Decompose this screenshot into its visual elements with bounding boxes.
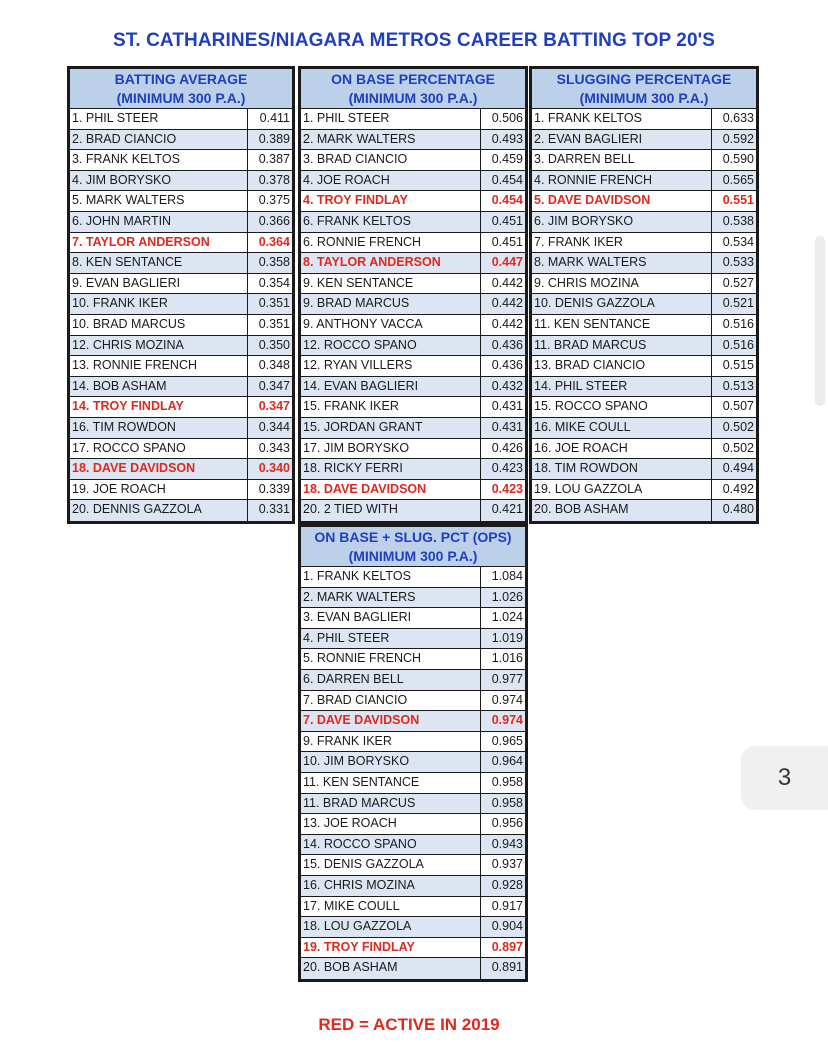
table-row bbox=[301, 253, 525, 274]
table-header bbox=[301, 527, 525, 567]
player-name-cell: 9. ANTHONY VACCA bbox=[301, 315, 481, 335]
player-name-cell: 6. JIM BORYSKO bbox=[532, 212, 712, 232]
table-row bbox=[301, 732, 525, 753]
player-name-cell: 9. KEN SENTANCE bbox=[301, 274, 481, 294]
stat-value-cell: 0.348 bbox=[258, 358, 290, 373]
table-header bbox=[70, 69, 292, 109]
table-row bbox=[532, 377, 756, 398]
stat-value-cell: 0.904 bbox=[491, 919, 523, 934]
player-name-cell: 10. DENIS GAZZOLA bbox=[532, 294, 712, 314]
stat-value-cell: 0.389 bbox=[258, 131, 290, 146]
player-name-cell: 8. KEN SENTANCE bbox=[70, 253, 248, 273]
stat-value-cell: 0.507 bbox=[722, 399, 754, 414]
table-row bbox=[301, 109, 525, 130]
player-name-cell: 4. PHIL STEER bbox=[301, 629, 481, 649]
table-body bbox=[301, 567, 525, 979]
stat-value-cell: 0.974 bbox=[491, 692, 523, 707]
stat-value-cell: 0.351 bbox=[258, 296, 290, 311]
table-row bbox=[301, 356, 525, 377]
table-row bbox=[301, 233, 525, 254]
player-name-cell: 5. MARK WALTERS bbox=[70, 191, 248, 211]
table-row bbox=[70, 294, 292, 315]
player-name-cell: 7. TAYLOR ANDERSON bbox=[70, 233, 248, 253]
slugging-percentage-table bbox=[529, 66, 759, 524]
stat-value-cell: 1.026 bbox=[491, 589, 523, 604]
stat-value-cell: 0.974 bbox=[491, 713, 523, 728]
table-row bbox=[532, 459, 756, 480]
player-name-cell: 6. RONNIE FRENCH bbox=[301, 233, 481, 253]
player-name-cell: 4. JOE ROACH bbox=[301, 171, 481, 191]
stat-value-cell: 0.492 bbox=[722, 481, 754, 496]
table-row bbox=[70, 253, 292, 274]
table-row bbox=[301, 958, 525, 979]
table-row bbox=[301, 876, 525, 897]
player-name-cell: 20. BOB ASHAM bbox=[532, 500, 712, 521]
stat-value-cell: 0.451 bbox=[491, 234, 523, 249]
table-row bbox=[301, 212, 525, 233]
stat-value-cell: 0.387 bbox=[258, 152, 290, 167]
player-name-cell: 18. LOU GAZZOLA bbox=[301, 917, 481, 937]
player-name-cell: 12. RYAN VILLERS bbox=[301, 356, 481, 376]
table-row bbox=[532, 480, 756, 501]
player-name-cell: 18. DAVE DAVIDSON bbox=[301, 480, 481, 500]
player-name-cell: 6. JOHN MARTIN bbox=[70, 212, 248, 232]
stat-value-cell: 0.633 bbox=[722, 111, 754, 125]
stat-value-cell: 0.442 bbox=[491, 316, 523, 331]
player-name-cell: 12. CHRIS MOZINA bbox=[70, 336, 248, 356]
player-name-cell: 16. JOE ROACH bbox=[532, 439, 712, 459]
player-name-cell: 1. FRANK KELTOS bbox=[301, 567, 481, 587]
player-name-cell: 19. LOU GAZZOLA bbox=[532, 480, 712, 500]
stat-value-cell: 0.502 bbox=[722, 419, 754, 434]
player-name-cell: 1. PHIL STEER bbox=[70, 109, 248, 129]
stat-value-cell: 0.459 bbox=[491, 152, 523, 167]
stat-value-cell: 0.964 bbox=[491, 754, 523, 769]
table-header-title: ON BASE + SLUG. PCT (OPS) bbox=[314, 529, 512, 545]
table-row bbox=[301, 835, 525, 856]
table-row bbox=[70, 336, 292, 357]
stat-value-cell: 1.019 bbox=[491, 630, 523, 645]
stat-value-cell: 0.378 bbox=[258, 172, 290, 187]
table-row bbox=[70, 212, 292, 233]
player-name-cell: 13. RONNIE FRENCH bbox=[70, 356, 248, 376]
table-row bbox=[301, 418, 525, 439]
player-name-cell: 16. CHRIS MOZINA bbox=[301, 876, 481, 896]
stat-value-cell: 0.551 bbox=[722, 193, 754, 208]
table-row bbox=[301, 397, 525, 418]
player-name-cell: 15. ROCCO SPANO bbox=[532, 397, 712, 417]
player-name-cell: 8. TAYLOR ANDERSON bbox=[301, 253, 481, 273]
stat-value-cell: 0.937 bbox=[491, 857, 523, 872]
player-name-cell: 12. ROCCO SPANO bbox=[301, 336, 481, 356]
player-name-cell: 5. DAVE DAVIDSON bbox=[532, 191, 712, 211]
player-name-cell: 11. KEN SENTANCE bbox=[532, 315, 712, 335]
stat-value-cell: 0.354 bbox=[258, 275, 290, 290]
table-row bbox=[301, 752, 525, 773]
player-name-cell: 6. FRANK KELTOS bbox=[301, 212, 481, 232]
player-name-cell: 20. 2 TIED WITH bbox=[301, 500, 481, 521]
stat-value-cell: 0.516 bbox=[722, 316, 754, 331]
player-name-cell: 2. EVAN BAGLIERI bbox=[532, 130, 712, 150]
player-name-cell: 18. DAVE DAVIDSON bbox=[70, 459, 248, 479]
player-name-cell: 16. TIM ROWDON bbox=[70, 418, 248, 438]
table-body bbox=[301, 109, 525, 521]
player-name-cell: 9. CHRIS MOZINA bbox=[532, 274, 712, 294]
stat-value-cell: 0.447 bbox=[491, 255, 523, 270]
stat-value-cell: 0.431 bbox=[491, 399, 523, 414]
table-row bbox=[70, 480, 292, 501]
stat-value-cell: 0.343 bbox=[258, 440, 290, 455]
stat-value-cell: 0.494 bbox=[722, 461, 754, 476]
table-row bbox=[532, 171, 756, 192]
player-name-cell: 20. BOB ASHAM bbox=[301, 958, 481, 979]
stat-value-cell: 0.897 bbox=[491, 939, 523, 954]
player-name-cell: 17. JIM BORYSKO bbox=[301, 439, 481, 459]
table-row bbox=[301, 191, 525, 212]
player-name-cell: 19. JOE ROACH bbox=[70, 480, 248, 500]
player-name-cell: 14. EVAN BAGLIERI bbox=[301, 377, 481, 397]
player-name-cell: 13. JOE ROACH bbox=[301, 814, 481, 834]
table-row bbox=[532, 253, 756, 274]
stat-value-cell: 0.565 bbox=[722, 172, 754, 187]
table-row bbox=[532, 233, 756, 254]
player-name-cell: 4. JIM BORYSKO bbox=[70, 171, 248, 191]
table-row bbox=[532, 336, 756, 357]
table-row bbox=[70, 397, 292, 418]
stat-value-cell: 0.442 bbox=[491, 275, 523, 290]
stat-value-cell: 0.431 bbox=[491, 419, 523, 434]
stat-value-cell: 1.024 bbox=[491, 610, 523, 625]
table-body bbox=[532, 109, 756, 521]
table-row bbox=[301, 773, 525, 794]
table-row bbox=[70, 500, 292, 521]
table-row bbox=[70, 315, 292, 336]
stat-value-cell: 1.084 bbox=[491, 569, 523, 583]
stat-value-cell: 0.347 bbox=[258, 378, 290, 393]
table-row bbox=[301, 150, 525, 171]
stat-value-cell: 0.347 bbox=[258, 399, 290, 414]
table-body bbox=[70, 109, 292, 521]
player-name-cell: 18. RICKY FERRI bbox=[301, 459, 481, 479]
table-row bbox=[532, 439, 756, 460]
stat-value-cell: 0.364 bbox=[258, 234, 290, 249]
stat-value-cell: 0.436 bbox=[491, 337, 523, 352]
player-name-cell: 19. TROY FINDLAY bbox=[301, 938, 481, 958]
stat-value-cell: 0.958 bbox=[491, 795, 523, 810]
player-name-cell: 7. FRANK IKER bbox=[532, 233, 712, 253]
table-row bbox=[301, 794, 525, 815]
table-row bbox=[70, 130, 292, 151]
stat-value-cell: 0.506 bbox=[491, 111, 523, 125]
stat-value-cell: 0.442 bbox=[491, 296, 523, 311]
table-row bbox=[532, 130, 756, 151]
table-row bbox=[301, 917, 525, 938]
stat-value-cell: 0.516 bbox=[722, 337, 754, 352]
table-header-title: SLUGGING PERCENTAGE bbox=[556, 71, 732, 87]
table-row bbox=[301, 855, 525, 876]
player-name-cell: 9. FRANK IKER bbox=[301, 732, 481, 752]
table-header-title: ON BASE PERCENTAGE bbox=[331, 71, 495, 87]
stat-value-cell: 0.928 bbox=[491, 877, 523, 892]
stat-value-cell: 0.956 bbox=[491, 816, 523, 831]
table-row bbox=[301, 670, 525, 691]
player-name-cell: 16. MIKE COULL bbox=[532, 418, 712, 438]
stat-value-cell: 0.331 bbox=[258, 502, 290, 517]
player-name-cell: 14. PHIL STEER bbox=[532, 377, 712, 397]
page-title: ST. CATHARINES/NIAGARA METROS CAREER BATTING TOP 20'S bbox=[112, 30, 716, 51]
batting-average-table bbox=[67, 66, 295, 524]
stat-value-cell: 0.592 bbox=[722, 131, 754, 146]
stat-value-cell: 0.533 bbox=[722, 255, 754, 270]
player-name-cell: 15. JORDAN GRANT bbox=[301, 418, 481, 438]
table-row bbox=[532, 397, 756, 418]
table-row bbox=[532, 274, 756, 295]
table-row bbox=[301, 691, 525, 712]
player-name-cell: 7. BRAD CIANCIO bbox=[301, 691, 481, 711]
stat-value-cell: 0.527 bbox=[722, 275, 754, 290]
table-row bbox=[70, 459, 292, 480]
table-header-subtitle: (MINIMUM 300 P.A.) bbox=[348, 90, 478, 106]
player-name-cell: 17. ROCCO SPANO bbox=[70, 439, 248, 459]
table-row bbox=[532, 294, 756, 315]
stat-value-cell: 0.432 bbox=[491, 378, 523, 393]
player-name-cell: 8. MARK WALTERS bbox=[532, 253, 712, 273]
player-name-cell: 2. BRAD CIANCIO bbox=[70, 130, 248, 150]
table-row bbox=[70, 418, 292, 439]
table-row bbox=[301, 500, 525, 521]
player-name-cell: 18. TIM ROWDON bbox=[532, 459, 712, 479]
table-row bbox=[301, 588, 525, 609]
player-name-cell: 10. JIM BORYSKO bbox=[301, 752, 481, 772]
table-row bbox=[532, 212, 756, 233]
table-row bbox=[532, 150, 756, 171]
player-name-cell: 4. RONNIE FRENCH bbox=[532, 171, 712, 191]
player-name-cell: 9. EVAN BAGLIERI bbox=[70, 274, 248, 294]
table-row bbox=[301, 711, 525, 732]
table-row bbox=[301, 171, 525, 192]
table-row bbox=[301, 130, 525, 151]
table-row bbox=[70, 191, 292, 212]
player-name-cell: 5. RONNIE FRENCH bbox=[301, 649, 481, 669]
player-name-cell: 11. KEN SENTANCE bbox=[301, 773, 481, 793]
table-header-subtitle: (MINIMUM 300 P.A.) bbox=[116, 90, 246, 106]
stat-value-cell: 0.454 bbox=[491, 172, 523, 187]
stat-value-cell: 0.339 bbox=[258, 481, 290, 496]
player-name-cell: 14. TROY FINDLAY bbox=[70, 397, 248, 417]
player-name-cell: 9. BRAD MARCUS bbox=[301, 294, 481, 314]
table-row bbox=[301, 649, 525, 670]
player-name-cell: 10. BRAD MARCUS bbox=[70, 315, 248, 335]
stat-value-cell: 0.344 bbox=[258, 419, 290, 434]
stat-value-cell: 0.421 bbox=[491, 502, 523, 517]
table-row bbox=[532, 500, 756, 521]
stat-value-cell: 0.891 bbox=[491, 960, 523, 975]
table-row bbox=[70, 377, 292, 398]
player-name-cell: 11. BRAD MARCUS bbox=[301, 794, 481, 814]
table-row bbox=[301, 377, 525, 398]
stat-value-cell: 0.375 bbox=[258, 193, 290, 208]
table-row bbox=[301, 938, 525, 959]
table-row bbox=[532, 356, 756, 377]
stat-value-cell: 0.411 bbox=[259, 111, 290, 125]
table-row bbox=[532, 315, 756, 336]
player-name-cell: 15. FRANK IKER bbox=[301, 397, 481, 417]
table-row bbox=[301, 336, 525, 357]
player-name-cell: 13. BRAD CIANCIO bbox=[532, 356, 712, 376]
table-row bbox=[301, 897, 525, 918]
player-name-cell: 1. PHIL STEER bbox=[301, 109, 481, 129]
table-row bbox=[301, 459, 525, 480]
stat-value-cell: 0.958 bbox=[491, 774, 523, 789]
stat-value-cell: 0.350 bbox=[258, 337, 290, 352]
player-name-cell: 2. MARK WALTERS bbox=[301, 588, 481, 608]
table-header-title: BATTING AVERAGE bbox=[114, 71, 248, 87]
table-row bbox=[301, 567, 525, 588]
stat-value-cell: 0.423 bbox=[491, 481, 523, 496]
table-row bbox=[70, 109, 292, 130]
player-name-cell: 6. DARREN BELL bbox=[301, 670, 481, 690]
table-row bbox=[301, 274, 525, 295]
table-row bbox=[532, 109, 756, 130]
player-name-cell: 20. DENNIS GAZZOLA bbox=[70, 500, 248, 521]
stat-value-cell: 0.515 bbox=[722, 358, 754, 373]
stat-value-cell: 0.977 bbox=[491, 671, 523, 686]
stat-value-cell: 0.534 bbox=[722, 234, 754, 249]
stat-value-cell: 0.451 bbox=[491, 213, 523, 228]
table-header bbox=[532, 69, 756, 109]
stat-value-cell: 0.358 bbox=[258, 255, 290, 270]
player-name-cell: 10. FRANK IKER bbox=[70, 294, 248, 314]
stat-value-cell: 0.423 bbox=[491, 461, 523, 476]
table-header bbox=[301, 69, 525, 109]
player-name-cell: 7. DAVE DAVIDSON bbox=[301, 711, 481, 731]
stat-value-cell: 0.454 bbox=[491, 193, 523, 208]
stat-value-cell: 0.590 bbox=[722, 152, 754, 167]
player-name-cell: 14. BOB ASHAM bbox=[70, 377, 248, 397]
ops-table bbox=[298, 524, 528, 982]
player-name-cell: 3. DARREN BELL bbox=[532, 150, 712, 170]
table-row bbox=[301, 608, 525, 629]
stat-value-cell: 0.513 bbox=[722, 378, 754, 393]
table-row bbox=[301, 480, 525, 501]
table-row bbox=[532, 191, 756, 212]
stat-value-cell: 0.538 bbox=[722, 213, 754, 228]
stat-value-cell: 0.965 bbox=[491, 733, 523, 748]
table-row bbox=[70, 233, 292, 254]
table-row bbox=[70, 150, 292, 171]
table-row bbox=[301, 814, 525, 835]
player-name-cell: 2. MARK WALTERS bbox=[301, 130, 481, 150]
table-header-subtitle: (MINIMUM 300 P.A.) bbox=[579, 90, 709, 106]
on-base-percentage-table bbox=[298, 66, 528, 524]
stat-value-cell: 0.943 bbox=[491, 836, 523, 851]
stat-value-cell: 1.016 bbox=[491, 651, 523, 666]
player-name-cell: 4. TROY FINDLAY bbox=[301, 191, 481, 211]
stat-value-cell: 0.917 bbox=[491, 898, 523, 913]
stat-value-cell: 0.521 bbox=[722, 296, 754, 311]
table-row bbox=[532, 418, 756, 439]
table-row bbox=[70, 171, 292, 192]
stat-value-cell: 0.426 bbox=[491, 440, 523, 455]
player-name-cell: 3. BRAD CIANCIO bbox=[301, 150, 481, 170]
player-name-cell: 3. EVAN BAGLIERI bbox=[301, 608, 481, 628]
table-row bbox=[301, 315, 525, 336]
stat-value-cell: 0.436 bbox=[491, 358, 523, 373]
page-number-indicator[interactable]: 3 bbox=[741, 746, 828, 810]
scrollbar-thumb[interactable] bbox=[815, 236, 825, 406]
table-row bbox=[301, 294, 525, 315]
player-name-cell: 11. BRAD MARCUS bbox=[532, 336, 712, 356]
table-row bbox=[70, 439, 292, 460]
active-legend: RED = ACTIVE IN 2019 bbox=[318, 1015, 500, 1034]
table-row bbox=[301, 439, 525, 460]
stat-value-cell: 0.493 bbox=[491, 131, 523, 146]
player-name-cell: 14. ROCCO SPANO bbox=[301, 835, 481, 855]
stat-value-cell: 0.502 bbox=[722, 440, 754, 455]
stat-value-cell: 0.351 bbox=[258, 316, 290, 331]
table-row bbox=[70, 274, 292, 295]
stat-value-cell: 0.480 bbox=[722, 502, 754, 517]
table-header-subtitle: (MINIMUM 300 P.A.) bbox=[348, 548, 478, 564]
stat-value-cell: 0.366 bbox=[258, 213, 290, 228]
stat-value-cell: 0.340 bbox=[258, 461, 290, 476]
table-row bbox=[70, 356, 292, 377]
player-name-cell: 1. FRANK KELTOS bbox=[532, 109, 712, 129]
player-name-cell: 15. DENIS GAZZOLA bbox=[301, 855, 481, 875]
player-name-cell: 17. MIKE COULL bbox=[301, 897, 481, 917]
table-row bbox=[301, 629, 525, 650]
player-name-cell: 3. FRANK KELTOS bbox=[70, 150, 248, 170]
